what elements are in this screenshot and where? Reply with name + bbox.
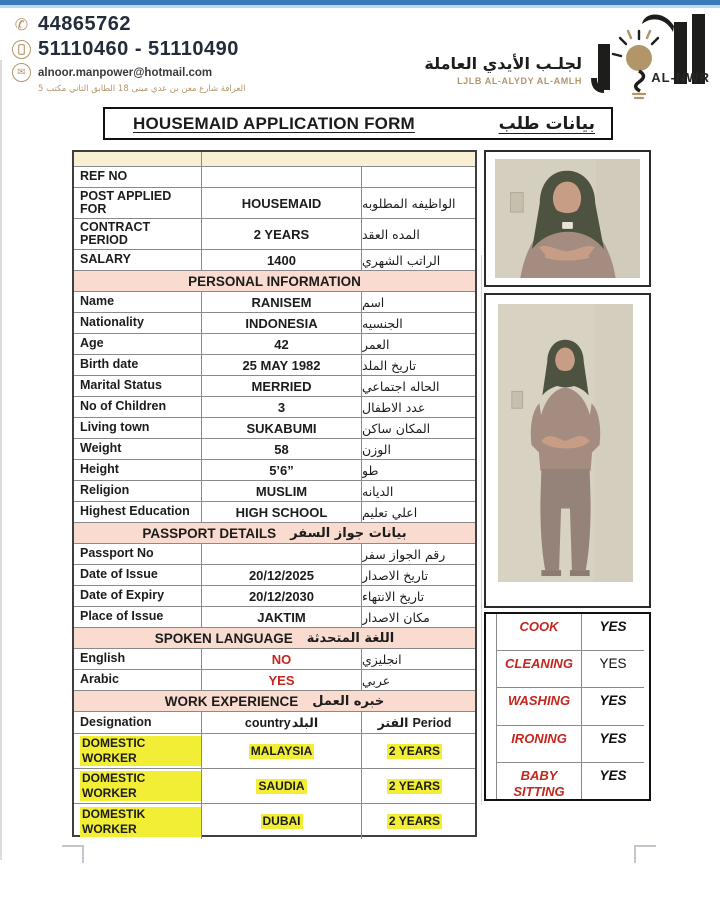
field-value: 3 (202, 397, 362, 417)
table-section-row (74, 271, 475, 292)
field-label-arabic: طو (362, 462, 379, 478)
table-row (74, 313, 475, 334)
form-title-box (103, 107, 613, 140)
section-title-ar: اللغة المتحدثة (306, 630, 395, 646)
field-label-arabic: الراتب الشهري (362, 252, 441, 268)
skill-value: YES (599, 656, 627, 672)
skills-table-inner (496, 614, 644, 799)
experience-period: 2 YEARS (388, 743, 441, 758)
experience-country: SAUDIA (258, 778, 305, 793)
work-experience-row (74, 769, 475, 804)
phone-row-1 (12, 13, 246, 36)
experience-country-cell (202, 804, 362, 839)
field-value (202, 544, 362, 564)
table-row (74, 460, 475, 481)
experience-country: MALAYSIA (250, 743, 313, 758)
spacer-cell (202, 152, 475, 166)
experience-period-cell (362, 769, 475, 803)
field-value: 58 (202, 439, 362, 459)
field-label-arabic: الوزن (362, 441, 391, 457)
field-label-arabic: اعلي تعليم (362, 504, 418, 520)
field-value: 20/12/2025 (202, 565, 362, 585)
field-value: 20/12/2030 (202, 586, 362, 606)
table-section-row (74, 523, 475, 544)
company-logo (590, 8, 712, 100)
field-label-arabic: الجنسيه (362, 315, 403, 331)
mobile-icon (12, 40, 31, 59)
envelope-icon: ✉ (12, 63, 31, 82)
field-label-arabic: عربي (362, 672, 391, 688)
section-title-en: WORK EXPERIENCE (164, 693, 299, 709)
table-row (74, 607, 475, 628)
field-label-arabic: انجليزي (362, 651, 402, 667)
field-value: YES (202, 670, 362, 690)
section-title-ar: خبره العمل (312, 693, 385, 709)
field-label-arabic (362, 167, 475, 187)
field-value: 2 YEARS (202, 219, 362, 249)
phone-row-2 (12, 38, 246, 61)
field-label-arabic: عدد الاطفال (362, 399, 426, 415)
form-title-ar: بيانات طلب (498, 113, 595, 134)
field-label: Arabic (74, 670, 202, 690)
page-corner-mark-left (62, 845, 84, 863)
email-row (12, 63, 246, 82)
skill-row (497, 688, 644, 725)
field-value: SUKABUMI (202, 418, 362, 438)
field-value: 25 MAY 1982 (202, 355, 362, 375)
table-row (74, 670, 475, 691)
phone-number-2: 51110460 - 51110490 (38, 38, 239, 60)
column-header-country-en: country (244, 715, 291, 730)
field-label: Marital Status (74, 376, 202, 396)
applicant-photo-upper-image (495, 159, 640, 278)
experience-designation-cell (74, 804, 202, 839)
applicant-photo-upper (484, 150, 651, 287)
table-row (74, 481, 475, 502)
field-label-arabic: المده العقد (362, 226, 420, 242)
field-label-arabic: اسم (362, 294, 385, 310)
table-row (74, 649, 475, 670)
logo-text: AL-NWR (651, 70, 710, 85)
field-label: Nationality (74, 313, 202, 333)
field-value: 5’6” (202, 460, 362, 480)
form-title-en: HOUSEMAID APPLICATION FORM (133, 113, 415, 133)
skill-value: YES (599, 693, 627, 709)
email-address: alnoor.manpower@hotmail.com (38, 66, 213, 79)
skill-value: YES (599, 767, 627, 783)
table-row (74, 439, 475, 460)
field-label-arabic: الواظيفه المطلوبه (362, 195, 456, 211)
work-experience-row (74, 734, 475, 769)
field-label: REF NO (74, 167, 202, 187)
field-value: HIGH SCHOOL (202, 502, 362, 522)
company-name-transliteration: LJLB AL-ALYDY AL-AMLH (457, 76, 582, 86)
column-header-designation: Designation (74, 712, 202, 733)
scan-line-artifact (481, 255, 482, 805)
skills-table (484, 612, 651, 801)
skill-row (497, 614, 644, 651)
table-row (74, 167, 475, 188)
skill-name: CLEANING (497, 651, 582, 687)
experience-period-cell (362, 804, 475, 839)
experience-country: DUBAI (262, 814, 301, 828)
page-corner-mark-right (634, 845, 656, 863)
table-row (74, 502, 475, 523)
column-header-period (362, 712, 475, 733)
experience-period: 2 YEARS (388, 778, 441, 793)
skill-row (497, 763, 644, 800)
work-experience-row (74, 804, 475, 839)
field-label: No of Children (74, 397, 202, 417)
column-header-country (202, 712, 362, 733)
field-label-arabic: تاريخ الانتهاء (362, 588, 425, 604)
skill-name: COOK (497, 614, 582, 650)
field-value: JAKTIM (202, 607, 362, 627)
table-row (74, 544, 475, 565)
field-label: Height (74, 460, 202, 480)
field-label: Date of Expiry (74, 586, 202, 606)
phone-number-1: 44865762 (38, 13, 131, 35)
field-label-arabic: مكان الاصدار (362, 609, 430, 625)
column-header-period-en: Period (412, 715, 452, 730)
field-label: SALARY (74, 250, 202, 270)
field-label-arabic: الديانه (362, 483, 394, 499)
experience-period: 2 YEARS (388, 814, 441, 828)
field-label-arabic: المكان ساكن (362, 420, 431, 436)
field-label: Date of Issue (74, 565, 202, 585)
table-section-row (74, 628, 475, 649)
table-section-row (74, 691, 475, 712)
spacer-cell (74, 152, 202, 166)
table-row (74, 355, 475, 376)
experience-country-cell (202, 769, 362, 803)
applicant-photo-full-image (498, 304, 633, 582)
table-row-spacer (74, 152, 475, 167)
skill-value: YES (599, 619, 627, 634)
skill-name: WASHING (497, 688, 582, 724)
table-row (74, 418, 475, 439)
field-value: HOUSEMAID (202, 188, 362, 218)
experience-designation: DOMESTIC WORKER (80, 771, 201, 801)
experience-country-cell (202, 734, 362, 768)
skill-name: BABY SITTING (497, 763, 582, 799)
experience-designation: DOMESTIK WORKER (80, 807, 201, 837)
field-label-arabic: العمر (362, 336, 390, 352)
experience-designation-cell (74, 734, 202, 768)
office-address-arabic: العرافة شارع معن بن عدي مبنى 18 الطابق الثاني مكتب 5 (38, 84, 246, 94)
section-title-en: PASSPORT DETAILS (142, 525, 277, 541)
field-label-arabic: الحاله اجتماعي (362, 378, 440, 394)
table-row (74, 188, 475, 219)
lightbulb-logo-icon (590, 8, 712, 100)
skill-row (497, 726, 644, 763)
field-value: MUSLIM (202, 481, 362, 501)
table-row (74, 397, 475, 418)
field-label: Birth date (74, 355, 202, 375)
field-label: CONTRACT PERIOD (74, 219, 202, 249)
column-header-country-ar: البلد (291, 715, 319, 730)
table-row (74, 376, 475, 397)
table-row (74, 565, 475, 586)
field-label-arabic: تاريخ الاصدار (362, 567, 429, 583)
field-value: 42 (202, 334, 362, 354)
table-column-header-row (74, 712, 475, 734)
field-label: Weight (74, 439, 202, 459)
section-title-ar: بيانات جواز السفر (290, 525, 407, 541)
experience-period-cell (362, 734, 475, 768)
column-header-period-ar: الفتر (377, 715, 409, 730)
experience-designation-cell (74, 769, 202, 803)
field-value: 1400 (202, 250, 362, 270)
field-label-arabic: تاريخ الملد (362, 357, 417, 373)
field-value: NO (202, 649, 362, 669)
field-value: MERRIED (202, 376, 362, 396)
field-label: Name (74, 292, 202, 312)
table-row (74, 250, 475, 271)
scan-edge-artifact (0, 60, 2, 860)
applicant-photo-full (484, 293, 651, 608)
field-value (202, 167, 362, 187)
company-name-arabic: لجلـب الأيدي العاملة (424, 54, 582, 73)
table-row (74, 292, 475, 313)
company-brand (412, 8, 712, 100)
experience-designation: DOMESTIC WORKER (80, 736, 201, 766)
phone-icon: ✆ (14, 16, 29, 34)
field-value: INDONESIA (202, 313, 362, 333)
skill-name: IRONING (497, 726, 582, 762)
field-label: POST APPLIED FOR (74, 188, 202, 218)
section-title-en: PERSONAL INFORMATION (188, 273, 361, 289)
skill-value: YES (599, 730, 627, 746)
table-row (74, 586, 475, 607)
field-label: Religion (74, 481, 202, 501)
field-label-arabic: رقم الجواز سفر (362, 546, 446, 562)
field-label: Highest Education (74, 502, 202, 522)
field-value: RANISEM (202, 292, 362, 312)
field-label: Passport No (74, 544, 202, 564)
field-label: Living town (74, 418, 202, 438)
skill-row (497, 651, 644, 688)
table-row (74, 219, 475, 250)
application-table (72, 150, 477, 837)
contact-block (12, 13, 246, 94)
field-label: Age (74, 334, 202, 354)
field-label: English (74, 649, 202, 669)
section-title-en: SPOKEN LANGUAGE (154, 630, 293, 646)
table-row (74, 334, 475, 355)
field-label: Place of Issue (74, 607, 202, 627)
